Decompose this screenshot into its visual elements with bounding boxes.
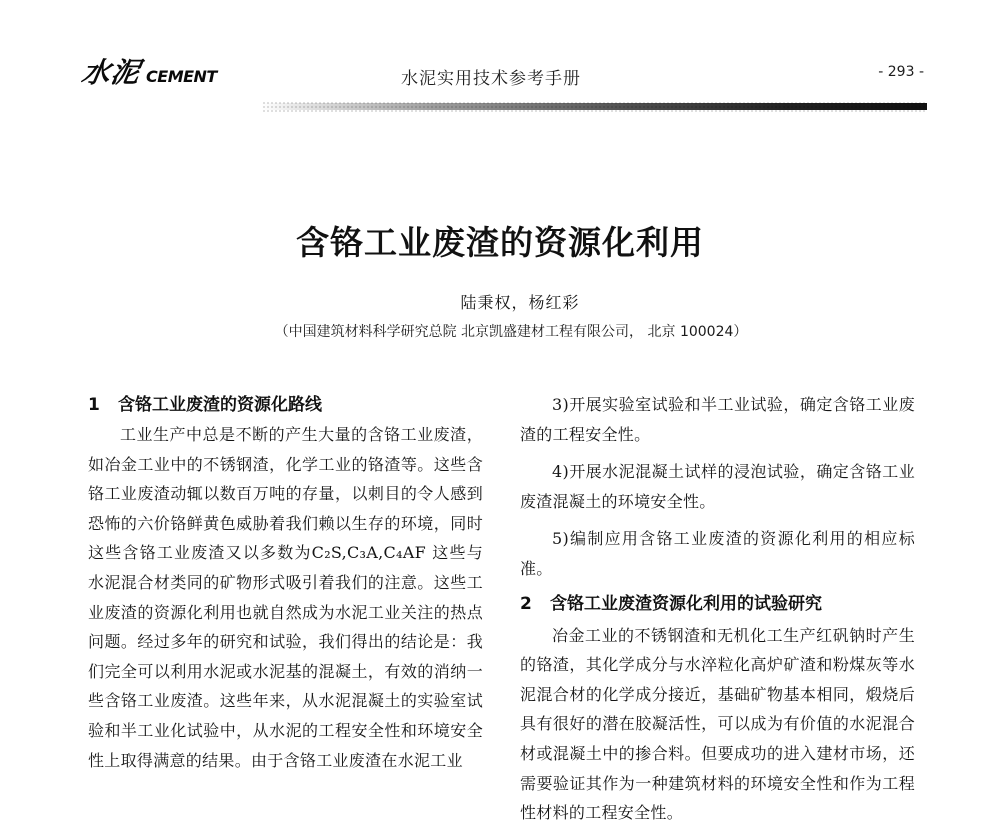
list-item-3: 3)开展实验室试验和半工业试验，确定含铬工业废渣的工程安全性。 xyxy=(520,395,915,444)
section-2-number: 2 xyxy=(520,593,532,614)
header-rule-texture xyxy=(262,101,927,112)
section-2-paragraph: 冶金工业的不锈钢渣和无机化工生产红矾钠时产生的铬渣，其化学成分与水淬粒化高炉矿渣和粉煤灰等水泥混合材的化学成分接近，基础矿物基本相同，煅烧后具有很好的潜在胶凝活性，可以成为有价值的水泥混合材或混凝土中的掺合料。但要成功的进入建材市场，还需要验证其作为一种建筑材料的环境安全性和作为工程性材料的工程安全性。 xyxy=(520,625,915,823)
section-1-paragraph: 工业生产中总是不断的产生大量的含铬工业废渣，如冶金工业中的不锈钢渣，化学工业的铬渣等。这些含铬工业废渣动辄以数百万吨的存量，以刺目的令人感到恐怖的六价铬鲜黄色威胁着我们赖以生存的环境，同时这些含铬工业废渣又以多数为C₂S,C₃A,C₄AF 这些与水泥混合材类同的矿物形式吸引着我们的注意。这些工业废渣的资源化利用也就自然成为水泥工业关注的热点问题。经过多年的研究和试验，我们得出的结论是：我们完全可以利用水泥或水泥基的混凝土，有效的消纳一些含铬工业废渣。这些年来，从水泥混凝土的实验室试验和半工业化试验中，从水泥的工程安全性和环境安全性上取得满意的结果。由于含铬工业废渣在水泥工业 xyxy=(88,425,483,770)
right-column xyxy=(520,390,915,836)
journal-title: 水泥实用技术参考手册 xyxy=(401,69,581,89)
section-1-heading xyxy=(88,390,483,420)
logo-english-text: CEMENT xyxy=(146,67,217,86)
page-number: - 293 - xyxy=(878,64,924,80)
section-2-heading xyxy=(520,589,915,619)
list-item-5: 5)编制应用含铬工业废渣的资源化利用的相应标准。 xyxy=(520,529,915,578)
section-2-title: 含铬工业废渣资源化利用的试验研究 xyxy=(550,593,822,614)
article-authors: 陆秉权，杨红彩 xyxy=(460,293,580,312)
section-1-title: 含铬工业废渣的资源化路线 xyxy=(118,395,322,415)
page-header xyxy=(0,0,1000,115)
article-title: 含铬工业废渣的资源化利用 xyxy=(296,223,704,263)
logo-chinese-text: 水泥 xyxy=(79,56,144,89)
list-item-4: 4)开展水泥混凝土试样的浸泡试验，确定含铬工业废渣混凝土的环境安全性。 xyxy=(520,462,915,511)
section-1-number: 1 xyxy=(88,395,100,415)
left-column xyxy=(88,390,483,775)
journal-logo xyxy=(79,56,217,89)
article-affiliation: （中国建筑材料科学研究总院 北京凯盛建材工程有限公司， 北京 100024） xyxy=(274,324,748,340)
